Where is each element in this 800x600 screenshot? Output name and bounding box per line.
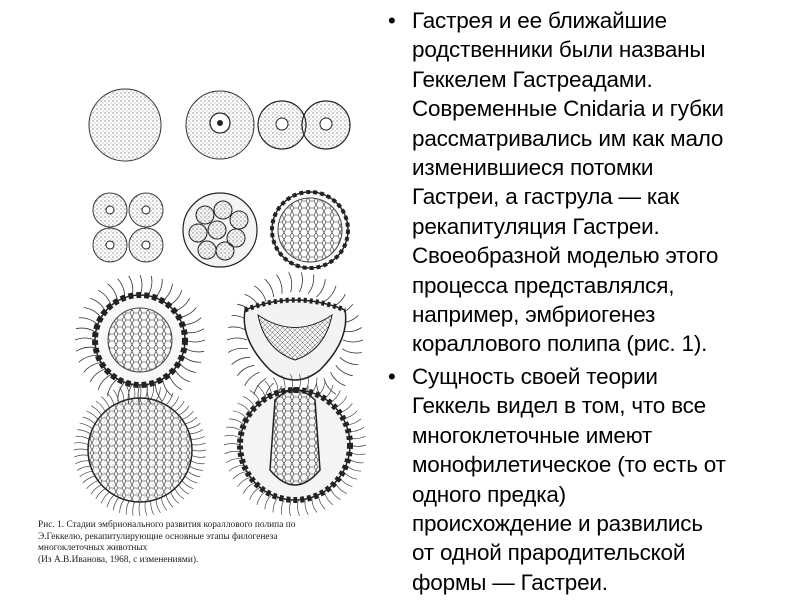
cilium (184, 348, 204, 352)
cilium (83, 476, 95, 483)
bullet-item-gastraea (382, 6, 794, 359)
cilium (175, 298, 190, 311)
cilium (324, 378, 336, 394)
cilium (340, 477, 353, 486)
bullet-symbol: • (388, 8, 396, 33)
cilium (175, 401, 184, 411)
cilium (161, 498, 167, 511)
morula-sketch (183, 193, 257, 267)
cilium (140, 384, 141, 398)
cilium (227, 338, 247, 340)
cilium (299, 272, 302, 292)
cilium (80, 471, 93, 477)
cilium (225, 435, 241, 438)
cilium (77, 466, 90, 470)
cilium (87, 411, 98, 419)
cilium (90, 298, 105, 311)
text-line: Современные Cnidaria и губки (412, 96, 724, 122)
cilium (330, 487, 340, 499)
cilium (325, 491, 334, 505)
cilium (76, 347, 96, 351)
cilium (257, 491, 266, 505)
cilium (96, 489, 105, 499)
cilium (108, 284, 118, 301)
cilium (312, 497, 317, 512)
cilium (297, 500, 299, 516)
cilium (276, 275, 282, 294)
text-line: изменившиеся потомки (412, 155, 654, 181)
cilium (126, 501, 129, 515)
text-line: кораллового полипа (рис. 1). (412, 331, 708, 357)
text-line: рекапитуляция Гастреи. (412, 213, 660, 239)
cilium (179, 363, 196, 373)
embryo-figure (20, 40, 370, 600)
cilium (182, 411, 193, 419)
cilium (74, 443, 88, 445)
bullet-item-theory (382, 362, 794, 597)
cilium (98, 375, 111, 390)
cilium (245, 372, 260, 386)
cilium (346, 465, 361, 471)
cilium (179, 308, 196, 318)
cilium (188, 423, 201, 429)
cilium (77, 430, 90, 434)
cilium (179, 485, 189, 494)
cilium (182, 355, 201, 362)
cilium (169, 290, 182, 305)
cilium (75, 461, 89, 464)
cilium (75, 338, 95, 340)
cilium (185, 476, 197, 483)
cilium (185, 417, 197, 424)
cilium (101, 397, 109, 408)
cilium (151, 385, 154, 399)
text-line: монофилетическое (то есть от (412, 452, 726, 478)
text-line: Геккелем Гастреадами. (412, 66, 653, 92)
cilium (192, 455, 206, 457)
cilium (224, 444, 240, 446)
cilium (155, 279, 162, 298)
cilium (145, 502, 147, 516)
cilium (191, 461, 205, 464)
cilium (79, 318, 98, 325)
cilium (98, 290, 111, 305)
text-line: одного предка) (412, 481, 566, 507)
cilium (192, 450, 206, 451)
caption-line: Э.Геккелю, рекапитулирующие основные этапы филогенеза (38, 531, 278, 542)
cilium (192, 443, 206, 445)
cilium (331, 372, 346, 386)
cilium (113, 498, 119, 511)
cilium (118, 279, 125, 298)
cilium (191, 436, 205, 439)
cilium (107, 495, 114, 507)
text-line: Гастреи, а гаструла — как (412, 184, 679, 210)
cilium (340, 357, 359, 364)
cilium (74, 449, 88, 450)
cilium (120, 500, 124, 513)
text-line: многоклеточные имеют (412, 422, 653, 448)
cilium (237, 365, 254, 376)
cilium (226, 427, 242, 431)
cilium (336, 365, 353, 376)
text-line: формы — Гастреи. (412, 569, 608, 595)
cilium (140, 275, 142, 295)
cilium (139, 502, 140, 516)
cilium (318, 495, 325, 509)
cilium (133, 502, 135, 516)
cilium (229, 419, 244, 425)
figure-caption (38, 520, 383, 566)
cilium (229, 465, 244, 471)
cilium (265, 279, 274, 297)
cilium (343, 340, 363, 342)
cilium (233, 472, 247, 480)
cilium (232, 357, 251, 364)
cilium (342, 349, 362, 353)
text-line: от одной прародительской (412, 540, 686, 566)
cilium (182, 318, 201, 325)
text-line: Своеобразной моделью этого (412, 243, 719, 269)
cilium (90, 369, 105, 382)
bullet-symbol: • (388, 363, 396, 389)
caption-line: (Из А.В.Иванова, 1968, с изменениями). (38, 554, 199, 565)
egg-with-nucleus-sketch (186, 91, 254, 159)
hairy-larva-sketch (74, 384, 206, 516)
cilium (75, 436, 89, 439)
cilium (228, 348, 248, 352)
cilium (238, 477, 251, 486)
cilium (87, 481, 98, 489)
cilium (289, 272, 292, 292)
cilium (324, 286, 336, 302)
cilium (166, 495, 173, 507)
text-line: например, эмбриогенез (412, 302, 656, 328)
cilium (79, 355, 98, 362)
cilium (171, 492, 179, 503)
cilium (175, 369, 190, 382)
cilium (156, 500, 160, 513)
cilium (265, 495, 272, 509)
cilium (91, 406, 101, 415)
cilium (163, 284, 173, 301)
cilium (254, 286, 266, 302)
cilium (74, 455, 88, 457)
cilium (166, 393, 173, 405)
cilium (190, 466, 203, 470)
cilium (316, 279, 325, 297)
zygote-sketch (89, 89, 161, 161)
cilium (343, 472, 357, 480)
gastrula-sketch (224, 374, 366, 516)
cilium (190, 430, 203, 434)
text-line: родственники были названы (412, 37, 706, 63)
cilium (182, 481, 193, 489)
text-line: рассматривались им как мало (412, 125, 724, 151)
cilium (163, 379, 173, 396)
text-line: Геккель видел в том, что все (412, 393, 706, 419)
cilium (254, 378, 266, 394)
cilium (76, 328, 96, 332)
text-column (382, 6, 794, 597)
caption-line: многоклеточных животных (38, 543, 148, 553)
cilium (155, 382, 162, 401)
cilium (188, 471, 201, 477)
text-line: Сущность своей теории (412, 363, 658, 389)
cilium (169, 375, 182, 390)
cilium (185, 340, 205, 342)
cilium (243, 483, 255, 494)
cilium (171, 397, 179, 408)
ciliated-blastula-sketch (75, 275, 205, 405)
cilium (101, 492, 109, 503)
cilium (335, 483, 347, 494)
text-line: Гастрея и ее ближайшие (412, 8, 667, 33)
blastula-sketch (272, 192, 348, 268)
cilium (80, 423, 93, 429)
caption-line: Рис. 1. Стадии эмбрионального развития кораллового полипа по (38, 520, 296, 530)
cilium (151, 501, 154, 515)
text-line: процесса представлялся, (412, 272, 675, 298)
four-cell-sketch (93, 193, 163, 262)
cilium (84, 308, 101, 318)
cilium (84, 363, 101, 373)
cilium (233, 411, 247, 419)
cilium (250, 487, 260, 499)
text-line: происхождение и развились (412, 510, 703, 536)
cilium (238, 403, 251, 412)
cilium (308, 275, 314, 294)
two-cell-sketch (258, 101, 350, 149)
cilium (83, 417, 95, 424)
embryo-illustration (20, 40, 370, 520)
